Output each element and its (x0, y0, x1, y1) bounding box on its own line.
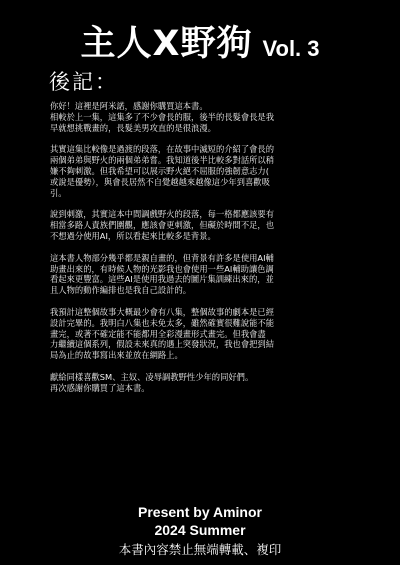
text-line: 說到刺激，其實這本中間調戲野火的段落，每一格都應該要有 (50, 209, 275, 220)
afterword-body (50, 101, 368, 405)
title-row (0, 18, 400, 66)
paragraph (50, 307, 368, 361)
text-line: 嫌不夠刺激。但我希望可以展示野火絕不屈服的強韌意志力( (50, 165, 269, 176)
text-line: 助畫出來的，有時候人物的光影我也會使用一些AI輔助讓色調 (50, 263, 274, 274)
signature (0, 503, 400, 539)
paragraph (50, 144, 368, 198)
text-line: 再次感謝你購買了這本書。 (50, 382, 150, 393)
text-line: 我預計這整個故事大概最少會有八集，整個故事的劇本是已經 (50, 306, 275, 317)
text-line: 或說是優勢），與會長居然不自覺越越來越像這少年到喜歡吸 (50, 176, 270, 187)
text-line: 力繼續這個系列，假設未來真的遇上突發狀況，我也會把到結 (50, 339, 275, 350)
afterword-heading: 後記： (49, 70, 118, 94)
signature-date: 2024 Summer (154, 522, 246, 538)
volume-label: Vol. 3 (262, 36, 320, 61)
text-line: 不想過分使用AI，所以看起來比較多是背景。 (50, 230, 216, 241)
paragraph (50, 101, 368, 133)
text-line: 引。 (50, 187, 67, 198)
paragraph (50, 209, 368, 241)
text-line: 早就想挑戰畫的，長髮美男攻直的是很浪漫。 (50, 122, 216, 133)
text-line: 獻給同樣喜歡SM、主奴、凌辱調教野性少年的同好們。 (50, 371, 254, 382)
text-line: 你好！這裡是阿米諾，感謝你購買這本書。 (50, 101, 208, 111)
paragraph (50, 253, 368, 296)
text-line: 看起來更豐富。這些AI是使用我過去的圖片集訓練出來的，並 (50, 274, 274, 285)
text-line: 相較於上一集，這集多了不少會長的服，後半的長髮會長是我 (50, 111, 275, 122)
text-line: 局為止的故事寫出來並放在網路上。 (50, 350, 183, 361)
page-title: 主人X野狗 (80, 24, 253, 64)
signature-author: Present by Aminor (138, 504, 262, 520)
copyright-notice: 本書內容禁止無端轉載、複印 (118, 542, 282, 557)
text-line: 這本書人物部分幾乎都是親自畫的，但背景有許多是使用AI輔 (50, 252, 274, 263)
text-line: 其實這集比較像是過渡的段落，在故事中滅短的介紹了會長的 (50, 144, 275, 155)
text-line: 相當多路人責族們圍觀，應該會更刺激，但礙於時間不足，也 (50, 220, 275, 231)
paragraph (50, 372, 368, 394)
text-line: 兩個弟弟與野火的兩個弟弟嘗。我知道後半比較多對話所以稍 (50, 155, 275, 166)
text-line: 設計完畢的。我明白八集也未免太多，雖然確實很難說能不能 (50, 317, 275, 328)
text-line: 且人物的動作編排也是我自己設計的。 (50, 285, 192, 296)
text-line: 畫完，或著不確定能不能都用全彩漫畫形式畫完。但我會盡 (50, 328, 266, 339)
